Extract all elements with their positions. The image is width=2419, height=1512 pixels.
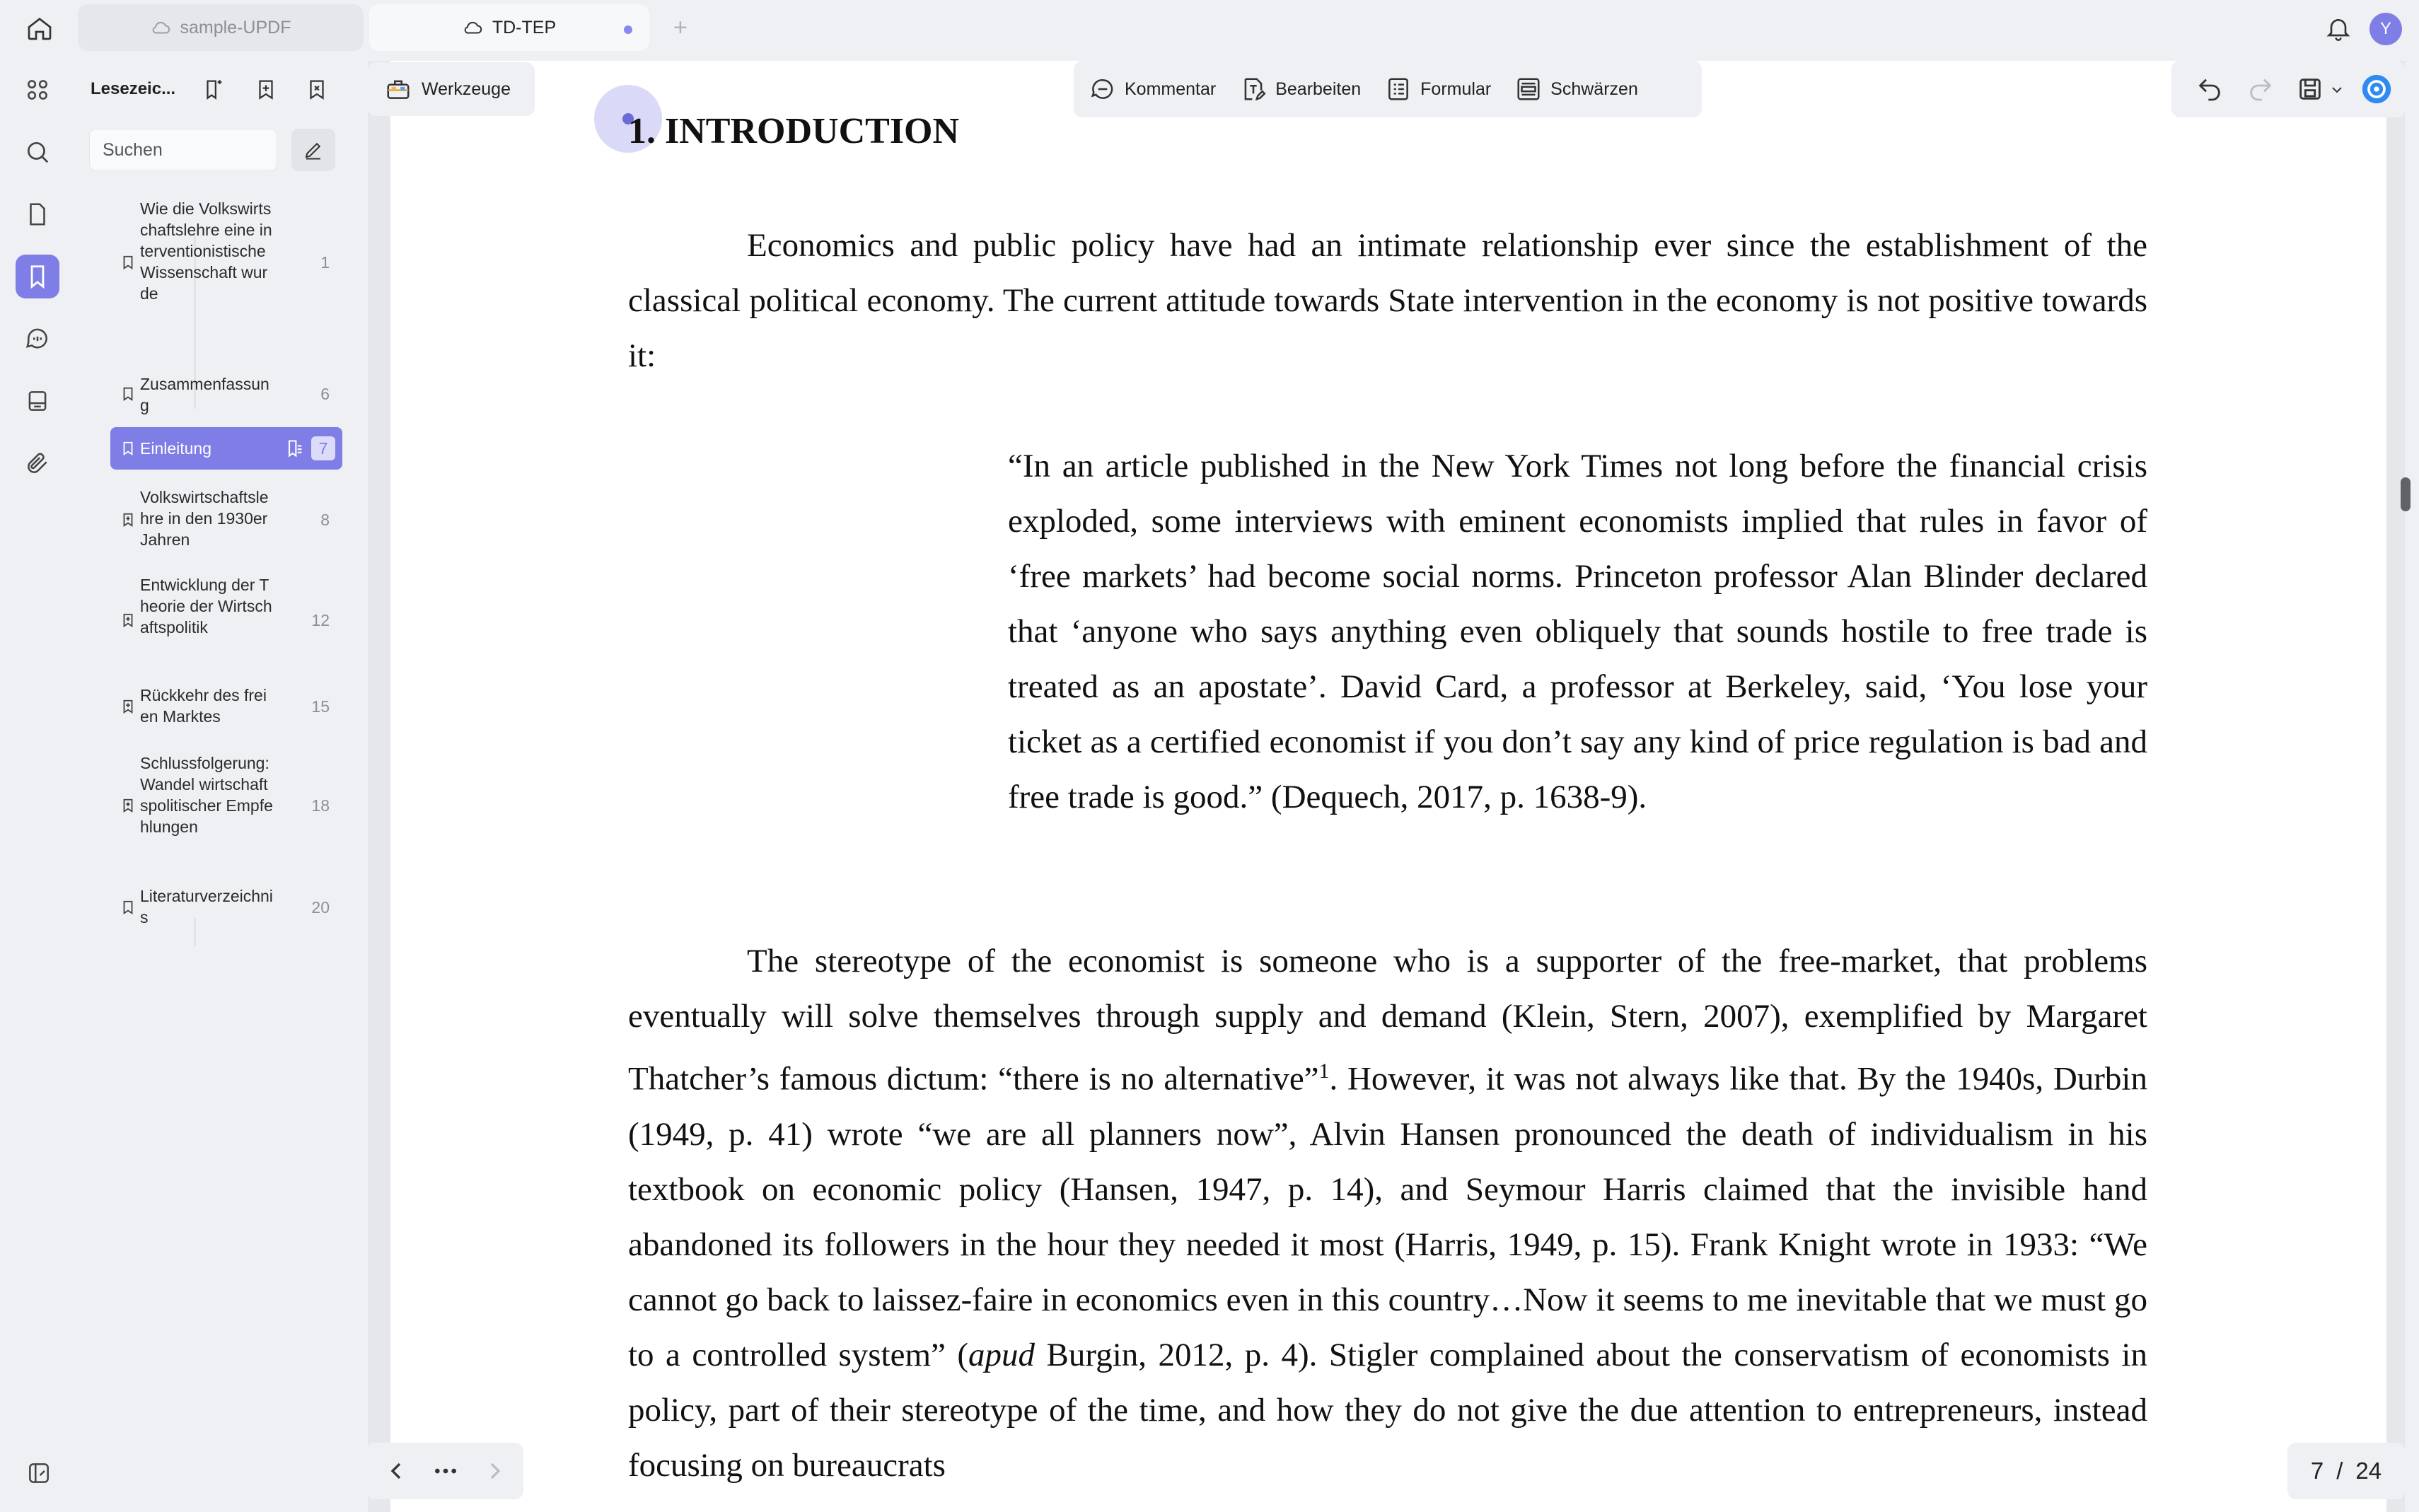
tab-label: sample-UPDF [180, 17, 291, 37]
bookmark-label: Rückkehr des freien Marktes [140, 686, 267, 726]
edit-tool-button[interactable] [1240, 76, 1361, 103]
bookmark-item-active[interactable] [110, 427, 342, 470]
right-toolbar [2171, 61, 2405, 117]
tab-sample-updf[interactable] [78, 4, 364, 51]
redact-icon [1515, 76, 1542, 103]
rail-pages-button[interactable] [16, 192, 59, 236]
bookmark-plus-icon [254, 77, 278, 101]
paragraph-2-text-b: . However, it was not always like that. By the 1940s, Durbin (1949, p. 41) wrote “we are all planners now”, Alvin Hansen pronounced the death of individualism in his textbook on economic policy (Hansen, 1947, p. 14), and Seymour Harris claimed that the invisible hand abandoned its followers in the hour they needed it most (Harris, 1949, p. 15). Frank Knight wrote in 1933: “We cannot go back to laissez-faire in economics even in this country…Now it seems to me inevitable that we must go to a controlled system” ( [628, 1060, 2147, 1373]
add-bookmark-ai-button[interactable] [198, 74, 229, 105]
save-icon[interactable] [2296, 75, 2324, 103]
paragraph-2-italic: apud [968, 1336, 1036, 1373]
cloud-icon [463, 17, 484, 38]
edit-toolbar [1074, 61, 1702, 117]
bookmark-label: Entwicklung der Theorie der Wirtschaftspolitik [140, 576, 272, 636]
bookmark-page: 6 [320, 385, 330, 403]
page-separator: / [2336, 1458, 2343, 1484]
avatar[interactable] [2369, 13, 2402, 45]
rail-search-button[interactable] [16, 130, 59, 174]
tools-button[interactable] [368, 62, 535, 116]
current-page[interactable]: 7 [2310, 1458, 2324, 1484]
bookmark-sparkle-icon [202, 77, 226, 101]
bookmark-icon [120, 511, 136, 529]
avatar-letter: Y [2379, 19, 2391, 38]
bookmark-item[interactable] [110, 682, 342, 731]
comment-tool-button[interactable] [1089, 76, 1216, 103]
rail-comments-button[interactable] [16, 317, 59, 361]
section-heading: 1. INTRODUCTION [628, 111, 960, 151]
bookmark-page: 12 [311, 611, 330, 629]
bookmark-icon [120, 385, 136, 403]
form-tool-button[interactable] [1385, 76, 1491, 103]
redact-tool-button[interactable] [1515, 76, 1638, 103]
edit-tool-label: Bearbeiten [1275, 78, 1362, 99]
tab-label: TD-TEP [492, 17, 557, 37]
undo-icon[interactable] [2195, 75, 2224, 103]
left-rail [0, 57, 74, 1512]
bookmark-edit-icon[interactable] [284, 438, 304, 458]
bookmark-page: 7 [311, 436, 335, 460]
pencil-icon [303, 139, 324, 161]
bell-icon[interactable] [2324, 14, 2353, 42]
cloud-icon [151, 17, 172, 38]
bookmark-item[interactable] [110, 750, 342, 863]
rail-attachments-button[interactable] [16, 441, 59, 485]
home-icon[interactable] [25, 14, 54, 42]
edit-bookmarks-button[interactable] [291, 129, 335, 171]
chevron-right-icon[interactable] [481, 1457, 509, 1485]
stamp-icon [24, 388, 51, 414]
bookmark-icon [120, 611, 136, 629]
bookmark-label: Wie die Volkswirtschaftslehre eine interventionistische Wissenschaft wurde [140, 199, 272, 303]
chevron-down-icon[interactable] [2328, 75, 2345, 103]
rail-stamp-button[interactable] [16, 379, 59, 423]
paragraph-2-text-c: Burgin, 2012, p. 4). Stigler complained about the conservatism of economists in policy, part of their stereotype of the time, and how they do not give the due attention to entrepreneurs, instead focusing on bureaucrats [628, 1336, 2147, 1484]
page-icon [24, 201, 51, 228]
ai-assistant-icon[interactable] [2361, 74, 2392, 105]
form-icon [1385, 76, 1412, 103]
block-quote: “In an article published in the New York Times not long before the financial crisis exploded, some interviews with eminent economists implied that rules in favor of ‘free markets’ had become social norms. Princeton professor Alan Blinder declared that ‘anyone who says anything even obliquely that sounds hostile to free trade is treated as an apostate’. David Card, a professor at Berkeley, said, ‘You lose your ticket as a certified economist if you don’t say any kind of price regulation is bad and free trade is good.” (Dequech, 2017, p. 1638-9). [1008, 448, 2147, 815]
paragraph-2 [628, 934, 2147, 1493]
rail-thumbnails-button[interactable] [16, 68, 59, 112]
bookmark-item[interactable] [110, 571, 342, 663]
bookmark-x-icon [305, 77, 329, 101]
bookmark-icon [120, 439, 136, 458]
bookmark-label: Volkswirtschaftslehre in den 1930er Jahren [140, 488, 269, 549]
bookmark-page: 8 [320, 511, 330, 529]
form-tool-label: Formular [1420, 78, 1492, 99]
bookmark-icon [120, 898, 136, 917]
paperclip-icon [24, 450, 51, 477]
bookmark-icon [120, 697, 136, 716]
page-nav-toolbar [366, 1443, 523, 1499]
paragraph-2-text-a: The stereotype of the economist is someone who is a supporter of the free-market, that problems eventually will solve themselves through supply and demand (Klein, Stern, 2007), exemplified by Margaret Thatcher’s famous dictum: “there is no alternative” [628, 943, 2147, 1098]
add-bookmark-button[interactable] [250, 74, 282, 105]
page-indicator[interactable] [2287, 1443, 2405, 1499]
new-tab-button[interactable]: + [673, 14, 688, 41]
comment-tool-label: Kommentar [1125, 78, 1217, 99]
chevron-left-icon[interactable] [382, 1457, 410, 1485]
redact-tool-label: Schwärzen [1550, 78, 1638, 99]
bookmark-label: Einleitung [140, 439, 212, 458]
bookmark-icon [24, 263, 51, 290]
tab-td-tep[interactable] [369, 4, 649, 51]
bookmark-icon [120, 253, 136, 272]
bookmark-item[interactable] [110, 484, 342, 554]
unsaved-dot-icon [624, 25, 632, 34]
total-pages: 24 [2355, 1458, 2382, 1484]
edit-text-icon [1240, 76, 1267, 103]
vertical-scrollbar-thumb[interactable] [2401, 477, 2411, 511]
bookmark-options-button[interactable] [301, 74, 332, 105]
grid-icon [24, 76, 51, 103]
bookmark-page: 15 [311, 697, 330, 716]
footnote-ref[interactable]: 1 [1318, 1059, 1330, 1083]
bookmark-label: Schlussfolgerung: Wandel wirtschaftspolitischer Empfehlungen [140, 754, 273, 836]
bookmark-label: Literaturverzeichnis [140, 887, 273, 926]
collapse-panel-icon[interactable] [25, 1460, 52, 1487]
tab-bar [0, 0, 2419, 57]
toolbox-icon [385, 76, 412, 103]
rail-bookmarks-button[interactable] [16, 255, 59, 298]
search-icon [24, 139, 51, 165]
bookmark-icon [120, 796, 136, 815]
bookmark-page: 18 [311, 796, 330, 815]
comment-icon [24, 325, 51, 352]
sidebar-title: Lesezeic... [91, 79, 176, 98]
bookmark-search-input[interactable] [89, 129, 277, 171]
tools-label: Werkzeuge [422, 78, 511, 99]
bookmark-item[interactable] [110, 197, 342, 331]
redo-icon[interactable] [2246, 75, 2275, 103]
bookmark-sidebar [76, 61, 356, 1512]
paragraph-1: Economics and public policy have had an intimate relationship ever since the establishment of the classical political economy. The current attitude towards State intervention in the economy is not positive towards it: [628, 227, 2147, 374]
bookmark-item[interactable] [110, 883, 342, 932]
bookmark-label: Zusammenfassung [140, 375, 269, 414]
bookmark-item[interactable] [110, 369, 342, 419]
more-icon[interactable] [431, 1457, 460, 1485]
bookmark-page: 20 [311, 898, 330, 917]
comment-icon [1089, 76, 1116, 103]
bookmark-page: 1 [320, 253, 330, 272]
